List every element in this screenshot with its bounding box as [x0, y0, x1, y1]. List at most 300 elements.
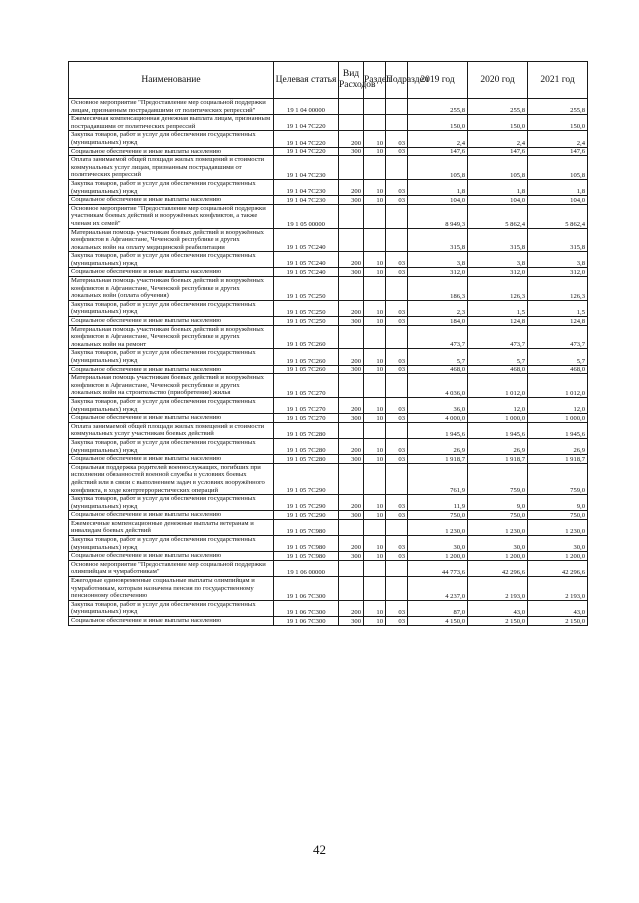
row-name: Ежемесячная компенсационная денежная выплата лицам, признанным пострадавшими от политических репрессий	[69, 115, 274, 131]
row-expense-type: 200	[339, 252, 364, 268]
row-value-2021: 473,7	[528, 325, 588, 349]
row-subsection	[386, 577, 408, 601]
row-value-2021: 30,0	[528, 536, 588, 552]
row-subsection: 03	[386, 397, 408, 413]
table-row	[69, 300, 588, 316]
row-section: 10	[364, 536, 386, 552]
row-name: Социальная поддержка родителей военнослужащих, погибших при исполнении обязанностей военной службы в условиях боевых действий или в связи с выполнением задач в условиях вооружённого конфликта, в ходе контртеррористических операций	[69, 463, 274, 494]
row-subsection: 03	[386, 349, 408, 365]
row-subsection: 03	[386, 495, 408, 511]
header-section: Раздел	[364, 62, 386, 99]
row-subsection: 03	[386, 147, 408, 156]
row-subsection	[386, 115, 408, 131]
row-value-2019: 150,0	[408, 115, 468, 131]
row-section: 10	[364, 147, 386, 156]
row-value-2019: 105,8	[408, 156, 468, 180]
row-target-article: 19 1 05 00000	[274, 204, 339, 228]
row-value-2020: 43,0	[468, 600, 528, 616]
page-number: 42	[313, 842, 326, 857]
table-row	[69, 397, 588, 413]
row-value-2021: 147,6	[528, 147, 588, 156]
row-expense-type: 300	[339, 414, 364, 423]
row-value-2019: 186,3	[408, 277, 468, 301]
budget-table	[68, 61, 588, 626]
row-target-article: 19 1 04 7С230	[274, 196, 339, 205]
row-section	[364, 560, 386, 576]
row-subsection: 03	[386, 300, 408, 316]
row-value-2020: 104,0	[468, 196, 528, 205]
row-value-2019: 87,0	[408, 600, 468, 616]
row-section	[364, 99, 386, 115]
row-section: 10	[364, 349, 386, 365]
row-target-article: 19 1 04 7С220	[274, 115, 339, 131]
row-section: 10	[364, 196, 386, 205]
row-section: 10	[364, 252, 386, 268]
row-section: 10	[364, 317, 386, 326]
row-target-article: 19 1 05 7С980	[274, 519, 339, 535]
row-target-article: 19 1 06 7С300	[274, 577, 339, 601]
row-name: Материальная помощь участникам боевых действий и вооружённых конфликтов в Афганистане, Чеченской республике и других локальных войн (оплата обучения)	[69, 277, 274, 301]
row-target-article: 19 1 05 7С270	[274, 414, 339, 423]
row-value-2020: 5 862,4	[468, 204, 528, 228]
row-value-2020: 1,5	[468, 300, 528, 316]
row-target-article: 19 1 05 7С250	[274, 317, 339, 326]
row-value-2021: 1 200,0	[528, 552, 588, 561]
row-subsection	[386, 560, 408, 576]
row-value-2019: 1 230,0	[408, 519, 468, 535]
row-name: Закупка товаров, работ и услуг для обеспечения государственных (муниципальных) нужд	[69, 495, 274, 511]
row-target-article: 19 1 06 00000	[274, 560, 339, 576]
row-value-2021: 126,3	[528, 277, 588, 301]
row-name: Социальное обеспечение и иные выплаты населению	[69, 552, 274, 561]
row-name: Основное мероприятие "Предоставление мер социальной поддержки участникам боевых действий и вооружённых конфликтов, а также членам их семей"	[69, 204, 274, 228]
row-name: Оплата занимаемой общей площади жилых помещений и стоимости коммунальных услуг участникам боевых действий	[69, 422, 274, 438]
row-subsection: 03	[386, 131, 408, 147]
row-value-2020: 1 000,0	[468, 414, 528, 423]
row-value-2021: 104,0	[528, 196, 588, 205]
row-name: Социальное обеспечение и иные выплаты населению	[69, 317, 274, 326]
row-value-2021: 759,0	[528, 463, 588, 494]
row-expense-type	[339, 422, 364, 438]
row-target-article: 19 1 05 7С290	[274, 495, 339, 511]
row-target-article: 19 1 05 7С240	[274, 268, 339, 277]
row-value-2019: 2,3	[408, 300, 468, 316]
row-name: Закупка товаров, работ и услуг для обеспечения государственных (муниципальных) нужд	[69, 438, 274, 454]
row-target-article: 19 1 05 7С280	[274, 422, 339, 438]
header-2020: 2020 год	[468, 62, 528, 99]
row-target-article: 19 1 04 00000	[274, 99, 339, 115]
row-target-article: 19 1 05 7С290	[274, 511, 339, 520]
row-value-2021: 12,0	[528, 397, 588, 413]
row-value-2020: 124,8	[468, 317, 528, 326]
table-row	[69, 131, 588, 147]
row-target-article: 19 1 05 7С260	[274, 325, 339, 349]
row-value-2021: 255,8	[528, 99, 588, 115]
table-row	[69, 252, 588, 268]
row-value-2020: 255,8	[468, 99, 528, 115]
row-name: Социальное обеспечение и иные выплаты населению	[69, 414, 274, 423]
row-value-2019: 1 200,0	[408, 552, 468, 561]
row-value-2019: 147,6	[408, 147, 468, 156]
table-row	[69, 422, 588, 438]
row-name: Социальное обеспечение и иные выплаты населению	[69, 365, 274, 374]
row-section	[364, 325, 386, 349]
table-row	[69, 511, 588, 520]
row-expense-type	[339, 374, 364, 398]
row-name: Материальная помощь участникам боевых действий и вооружённых конфликтов в Афганистане, Чеченской республике и других локальных войн на ремонт	[69, 325, 274, 349]
table-row	[69, 204, 588, 228]
row-value-2021: 315,8	[528, 228, 588, 252]
row-name: Социальное обеспечение и иные выплаты населению	[69, 511, 274, 520]
row-section: 10	[364, 552, 386, 561]
row-expense-type	[339, 325, 364, 349]
row-value-2020: 1 230,0	[468, 519, 528, 535]
table-row	[69, 552, 588, 561]
header-2021: 2021 год	[528, 62, 588, 99]
row-expense-type: 200	[339, 397, 364, 413]
row-section	[364, 422, 386, 438]
row-value-2020: 126,3	[468, 277, 528, 301]
row-section	[364, 374, 386, 398]
row-name: Закупка товаров, работ и услуг для обеспечения государственных (муниципальных) нужд	[69, 349, 274, 365]
row-subsection: 03	[386, 414, 408, 423]
table-row	[69, 156, 588, 180]
row-value-2021: 124,8	[528, 317, 588, 326]
row-value-2020: 473,7	[468, 325, 528, 349]
row-target-article: 19 1 05 7С280	[274, 455, 339, 464]
row-value-2021: 1 000,0	[528, 414, 588, 423]
row-value-2019: 26,9	[408, 438, 468, 454]
row-value-2019: 3,8	[408, 252, 468, 268]
row-value-2019: 1,8	[408, 179, 468, 195]
table-header-row	[69, 62, 588, 99]
row-value-2019: 8 949,3	[408, 204, 468, 228]
row-section	[364, 577, 386, 601]
row-subsection	[386, 422, 408, 438]
row-value-2021: 5,7	[528, 349, 588, 365]
row-value-2019: 4 000,0	[408, 414, 468, 423]
row-subsection	[386, 519, 408, 535]
row-target-article: 19 1 06 7С300	[274, 617, 339, 626]
header-2019: 2019 год	[408, 62, 468, 99]
row-expense-type: 200	[339, 438, 364, 454]
row-value-2020: 105,8	[468, 156, 528, 180]
row-expense-type	[339, 560, 364, 576]
row-expense-type: 300	[339, 196, 364, 205]
row-section: 10	[364, 131, 386, 147]
row-target-article: 19 1 05 7С240	[274, 228, 339, 252]
row-value-2019: 36,0	[408, 397, 468, 413]
row-name: Материальная помощь участникам боевых действий и вооружённых конфликтов в Афганистане, Чеченской республике и других локальных войн на строительство (приобретение) жилья	[69, 374, 274, 398]
row-section: 10	[364, 268, 386, 277]
row-value-2021: 1 945,6	[528, 422, 588, 438]
row-value-2020: 2,4	[468, 131, 528, 147]
table-row	[69, 365, 588, 374]
header-name: Наименование	[69, 62, 274, 99]
row-name: Социальное обеспечение и иные выплаты населению	[69, 617, 274, 626]
row-value-2021: 5 862,4	[528, 204, 588, 228]
table-row	[69, 414, 588, 423]
row-value-2020: 315,8	[468, 228, 528, 252]
row-expense-type: 300	[339, 552, 364, 561]
row-target-article: 19 1 05 7С980	[274, 552, 339, 561]
row-name: Оплата занимаемой общей площади жилых помещений и стоимости коммунальных услуг лицам, признанным пострадавшими от политических репрессий	[69, 156, 274, 180]
row-expense-type: 200	[339, 131, 364, 147]
row-value-2019: 255,8	[408, 99, 468, 115]
row-expense-type: 200	[339, 495, 364, 511]
row-value-2021: 1 918,7	[528, 455, 588, 464]
row-name: Материальная помощь участникам боевых действий и вооружённых конфликтов в Афганистане, Чеченской республике и других локальных войн на оплату медицинской реабилитации	[69, 228, 274, 252]
table-row	[69, 147, 588, 156]
row-expense-type: 200	[339, 536, 364, 552]
row-target-article: 19 1 05 7С280	[274, 438, 339, 454]
table-row	[69, 438, 588, 454]
row-value-2019: 312,0	[408, 268, 468, 277]
row-name: Социальное обеспечение и иные выплаты населению	[69, 268, 274, 277]
row-subsection: 03	[386, 617, 408, 626]
row-name: Социальное обеспечение и иные выплаты населению	[69, 455, 274, 464]
row-expense-type: 300	[339, 268, 364, 277]
table-row	[69, 617, 588, 626]
row-value-2020: 468,0	[468, 365, 528, 374]
row-value-2021: 312,0	[528, 268, 588, 277]
row-section	[364, 463, 386, 494]
table-row	[69, 115, 588, 131]
row-value-2020: 312,0	[468, 268, 528, 277]
row-target-article: 19 1 05 7С270	[274, 397, 339, 413]
row-expense-type: 300	[339, 317, 364, 326]
table-row	[69, 519, 588, 535]
row-target-article: 19 1 05 7С980	[274, 536, 339, 552]
row-value-2021: 468,0	[528, 365, 588, 374]
row-value-2019: 1 918,7	[408, 455, 468, 464]
row-value-2021: 105,8	[528, 156, 588, 180]
row-target-article: 19 1 04 7С220	[274, 147, 339, 156]
row-expense-type	[339, 519, 364, 535]
row-subsection	[386, 374, 408, 398]
row-expense-type: 300	[339, 511, 364, 520]
row-subsection: 03	[386, 252, 408, 268]
row-value-2020: 2 150,0	[468, 617, 528, 626]
row-value-2020: 750,0	[468, 511, 528, 520]
row-value-2020: 2 193,0	[468, 577, 528, 601]
row-subsection: 03	[386, 455, 408, 464]
row-value-2019: 4 150,0	[408, 617, 468, 626]
row-value-2021: 1 012,0	[528, 374, 588, 398]
row-target-article: 19 1 05 7С260	[274, 349, 339, 365]
row-section: 10	[364, 365, 386, 374]
row-value-2021: 1,8	[528, 179, 588, 195]
row-subsection: 03	[386, 317, 408, 326]
table-row	[69, 349, 588, 365]
row-subsection: 03	[386, 196, 408, 205]
row-target-article: 19 1 05 7С250	[274, 277, 339, 301]
row-expense-type: 300	[339, 147, 364, 156]
row-value-2021: 150,0	[528, 115, 588, 131]
row-expense-type	[339, 99, 364, 115]
table-row	[69, 317, 588, 326]
table-row	[69, 325, 588, 349]
table-row	[69, 268, 588, 277]
row-value-2021: 43,0	[528, 600, 588, 616]
row-subsection: 03	[386, 511, 408, 520]
row-target-article: 19 1 05 7С240	[274, 252, 339, 268]
row-section: 10	[364, 495, 386, 511]
row-expense-type	[339, 228, 364, 252]
row-value-2021: 3,8	[528, 252, 588, 268]
row-section: 10	[364, 617, 386, 626]
row-section	[364, 277, 386, 301]
table-row	[69, 495, 588, 511]
row-value-2020: 147,6	[468, 147, 528, 156]
row-expense-type: 300	[339, 455, 364, 464]
header-target-article: Целевая статья	[274, 62, 339, 99]
table-row	[69, 455, 588, 464]
row-subsection: 03	[386, 268, 408, 277]
row-name: Закупка товаров, работ и услуг для обеспечения государственных (муниципальных) нужд	[69, 131, 274, 147]
row-value-2021: 42 296,6	[528, 560, 588, 576]
row-subsection	[386, 156, 408, 180]
row-target-article: 19 1 04 7С230	[274, 179, 339, 195]
row-value-2019: 1 945,6	[408, 422, 468, 438]
row-value-2020: 26,9	[468, 438, 528, 454]
row-value-2019: 44 773,6	[408, 560, 468, 576]
row-name: Закупка товаров, работ и услуг для обеспечения государственных (муниципальных) нужд	[69, 252, 274, 268]
row-value-2019: 184,0	[408, 317, 468, 326]
table-row	[69, 99, 588, 115]
row-target-article: 19 1 05 7С260	[274, 365, 339, 374]
row-expense-type: 300	[339, 617, 364, 626]
row-value-2021: 26,9	[528, 438, 588, 454]
row-value-2020: 1 200,0	[468, 552, 528, 561]
row-name: Закупка товаров, работ и услуг для обеспечения государственных (муниципальных) нужд	[69, 179, 274, 195]
row-expense-type: 200	[339, 179, 364, 195]
row-subsection: 03	[386, 365, 408, 374]
row-value-2020: 3,8	[468, 252, 528, 268]
row-target-article: 19 1 04 7С230	[274, 156, 339, 180]
row-name: Закупка товаров, работ и услуг для обеспечения государственных (муниципальных) нужд	[69, 536, 274, 552]
row-subsection	[386, 204, 408, 228]
header-expense-type: Вид Расходов	[339, 62, 364, 99]
row-value-2020: 1,8	[468, 179, 528, 195]
row-value-2020: 42 296,6	[468, 560, 528, 576]
row-value-2020: 150,0	[468, 115, 528, 131]
row-value-2021: 1,5	[528, 300, 588, 316]
table-row	[69, 600, 588, 616]
row-section: 10	[364, 179, 386, 195]
table-row	[69, 374, 588, 398]
row-target-article: 19 1 06 7С300	[274, 600, 339, 616]
row-target-article: 19 1 04 7С220	[274, 131, 339, 147]
row-value-2020: 30,0	[468, 536, 528, 552]
row-value-2019: 5,7	[408, 349, 468, 365]
row-section: 10	[364, 300, 386, 316]
row-value-2019: 750,0	[408, 511, 468, 520]
row-subsection: 03	[386, 600, 408, 616]
row-section	[364, 115, 386, 131]
row-target-article: 19 1 05 7С250	[274, 300, 339, 316]
row-name: Закупка товаров, работ и услуг для обеспечения государственных (муниципальных) нужд	[69, 397, 274, 413]
row-subsection: 03	[386, 179, 408, 195]
table-row	[69, 536, 588, 552]
table-row	[69, 277, 588, 301]
row-section: 10	[364, 455, 386, 464]
row-name: Основное мероприятие "Предоставление мер социальной поддержки лицам, признанным пострадавшими от политических репрессий"	[69, 99, 274, 115]
table-row	[69, 228, 588, 252]
row-section	[364, 228, 386, 252]
row-value-2019: 468,0	[408, 365, 468, 374]
row-expense-type	[339, 463, 364, 494]
row-value-2019: 4 036,0	[408, 374, 468, 398]
row-value-2019: 104,0	[408, 196, 468, 205]
row-value-2019: 2,4	[408, 131, 468, 147]
row-value-2019: 473,7	[408, 325, 468, 349]
row-value-2019: 11,9	[408, 495, 468, 511]
row-subsection: 03	[386, 536, 408, 552]
row-expense-type: 200	[339, 349, 364, 365]
table-row	[69, 463, 588, 494]
row-subsection	[386, 99, 408, 115]
row-section	[364, 156, 386, 180]
row-value-2021: 1 230,0	[528, 519, 588, 535]
table-row	[69, 179, 588, 195]
row-value-2020: 5,7	[468, 349, 528, 365]
header-subsection: Подраздел	[386, 62, 408, 99]
row-value-2021: 750,0	[528, 511, 588, 520]
row-value-2020: 1 945,6	[468, 422, 528, 438]
row-section: 10	[364, 397, 386, 413]
row-expense-type: 200	[339, 300, 364, 316]
row-value-2019: 30,0	[408, 536, 468, 552]
row-value-2020: 1 918,7	[468, 455, 528, 464]
row-value-2019: 4 237,0	[408, 577, 468, 601]
row-subsection	[386, 325, 408, 349]
table-row	[69, 560, 588, 576]
row-name: Основное мероприятие "Предоставление мер социальной поддержки олимпийцам и чумработникам"	[69, 560, 274, 576]
row-value-2020: 759,0	[468, 463, 528, 494]
row-expense-type	[339, 577, 364, 601]
row-value-2021: 2 150,0	[528, 617, 588, 626]
row-expense-type	[339, 156, 364, 180]
row-section: 10	[364, 511, 386, 520]
row-value-2020: 12,0	[468, 397, 528, 413]
row-subsection: 03	[386, 552, 408, 561]
row-subsection: 03	[386, 438, 408, 454]
table-row	[69, 577, 588, 601]
row-section	[364, 519, 386, 535]
table-body	[69, 99, 588, 626]
row-value-2020: 9,0	[468, 495, 528, 511]
row-name: Закупка товаров, работ и услуг для обеспечения государственных (муниципальных) нужд	[69, 300, 274, 316]
row-value-2019: 315,8	[408, 228, 468, 252]
row-value-2021: 2 193,0	[528, 577, 588, 601]
table-row	[69, 196, 588, 205]
row-expense-type	[339, 277, 364, 301]
row-section: 10	[364, 414, 386, 423]
row-name: Ежемесячные компенсационные денежные выплаты ветеранам и инвалидам боевых действий	[69, 519, 274, 535]
row-subsection	[386, 277, 408, 301]
row-value-2020: 1 012,0	[468, 374, 528, 398]
row-value-2019: 761,9	[408, 463, 468, 494]
row-section: 10	[364, 600, 386, 616]
row-section	[364, 204, 386, 228]
row-target-article: 19 1 05 7С290	[274, 463, 339, 494]
row-expense-type	[339, 115, 364, 131]
row-value-2021: 9,0	[528, 495, 588, 511]
row-expense-type	[339, 204, 364, 228]
row-subsection	[386, 463, 408, 494]
row-target-article: 19 1 05 7С270	[274, 374, 339, 398]
